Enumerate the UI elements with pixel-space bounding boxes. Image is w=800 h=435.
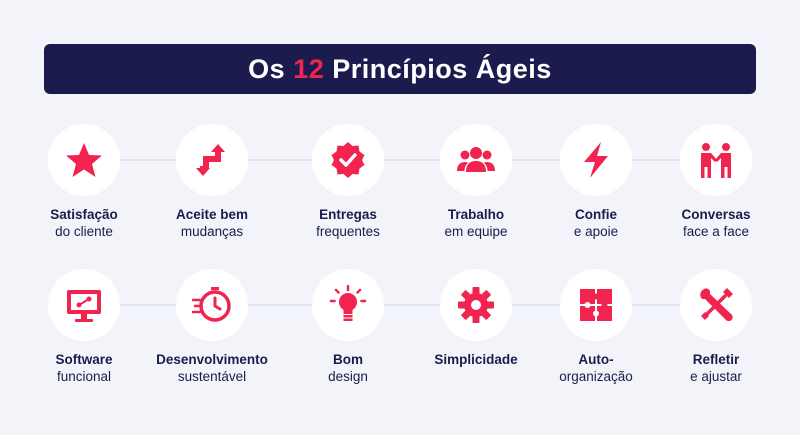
tools-icon [696, 285, 736, 325]
principle-subtitle: sustentável [177, 369, 247, 384]
team-icon [456, 140, 496, 180]
principle-subtitle: design [328, 369, 368, 384]
monitor-icon [64, 285, 104, 325]
lightning-icon [576, 140, 616, 180]
title-prefix: Os [248, 53, 286, 84]
principle-teamwork [406, 124, 546, 240]
principle-subtitle: mudanças [180, 224, 244, 239]
principle-subtitle: funcional [56, 369, 112, 384]
principle-title: Confie [575, 207, 617, 222]
principle-customer-satisfaction [14, 124, 154, 240]
principle-title: Aceite bem [175, 207, 249, 222]
principle-subtitle: frequentes [316, 224, 380, 239]
gear-icon [456, 285, 496, 325]
principle-face-to-face [646, 124, 786, 240]
star-icon [64, 140, 104, 180]
change-arrows-icon [192, 140, 232, 180]
principle-title: Trabalho [447, 207, 505, 222]
principle-subtitle: face a face [682, 224, 750, 239]
title-suffix: Princípios Ágeis [332, 53, 552, 84]
principle-title: Simplicidade [434, 352, 518, 367]
principle-title: Entregas [319, 207, 377, 222]
principle-title: Software [55, 352, 113, 367]
principle-self-organization [526, 269, 666, 385]
principle-subtitle: do cliente [55, 224, 113, 239]
principle-subtitle: e apoie [573, 224, 619, 239]
principle-welcome-change [142, 124, 282, 240]
lightbulb-icon [328, 285, 368, 325]
principle-title: Conversas [681, 207, 751, 222]
people-talking-icon [696, 140, 736, 180]
principle-reflect-adjust [646, 269, 786, 385]
principle-subtitle: e ajustar [690, 369, 742, 384]
stopwatch-icon [192, 285, 232, 325]
title-number: 12 [293, 53, 325, 84]
principle-trust-support [526, 124, 666, 240]
verified-badge-icon [328, 140, 368, 180]
principle-sustainable-development [142, 269, 282, 385]
puzzle-icon [576, 285, 616, 325]
principle-title: Bom [333, 352, 363, 367]
principle-working-software [14, 269, 154, 385]
principle-simplicity [406, 269, 546, 368]
principle-frequent-delivery [278, 124, 418, 240]
principle-subtitle: organização [559, 369, 633, 384]
principle-title: Auto- [578, 352, 614, 367]
principle-title: Refletir [692, 352, 740, 367]
principle-subtitle: em equipe [444, 224, 508, 239]
title-banner [44, 44, 756, 94]
principle-title: Desenvolvimento [156, 352, 268, 367]
principle-title: Satisfação [50, 207, 118, 222]
principle-good-design [278, 269, 418, 385]
